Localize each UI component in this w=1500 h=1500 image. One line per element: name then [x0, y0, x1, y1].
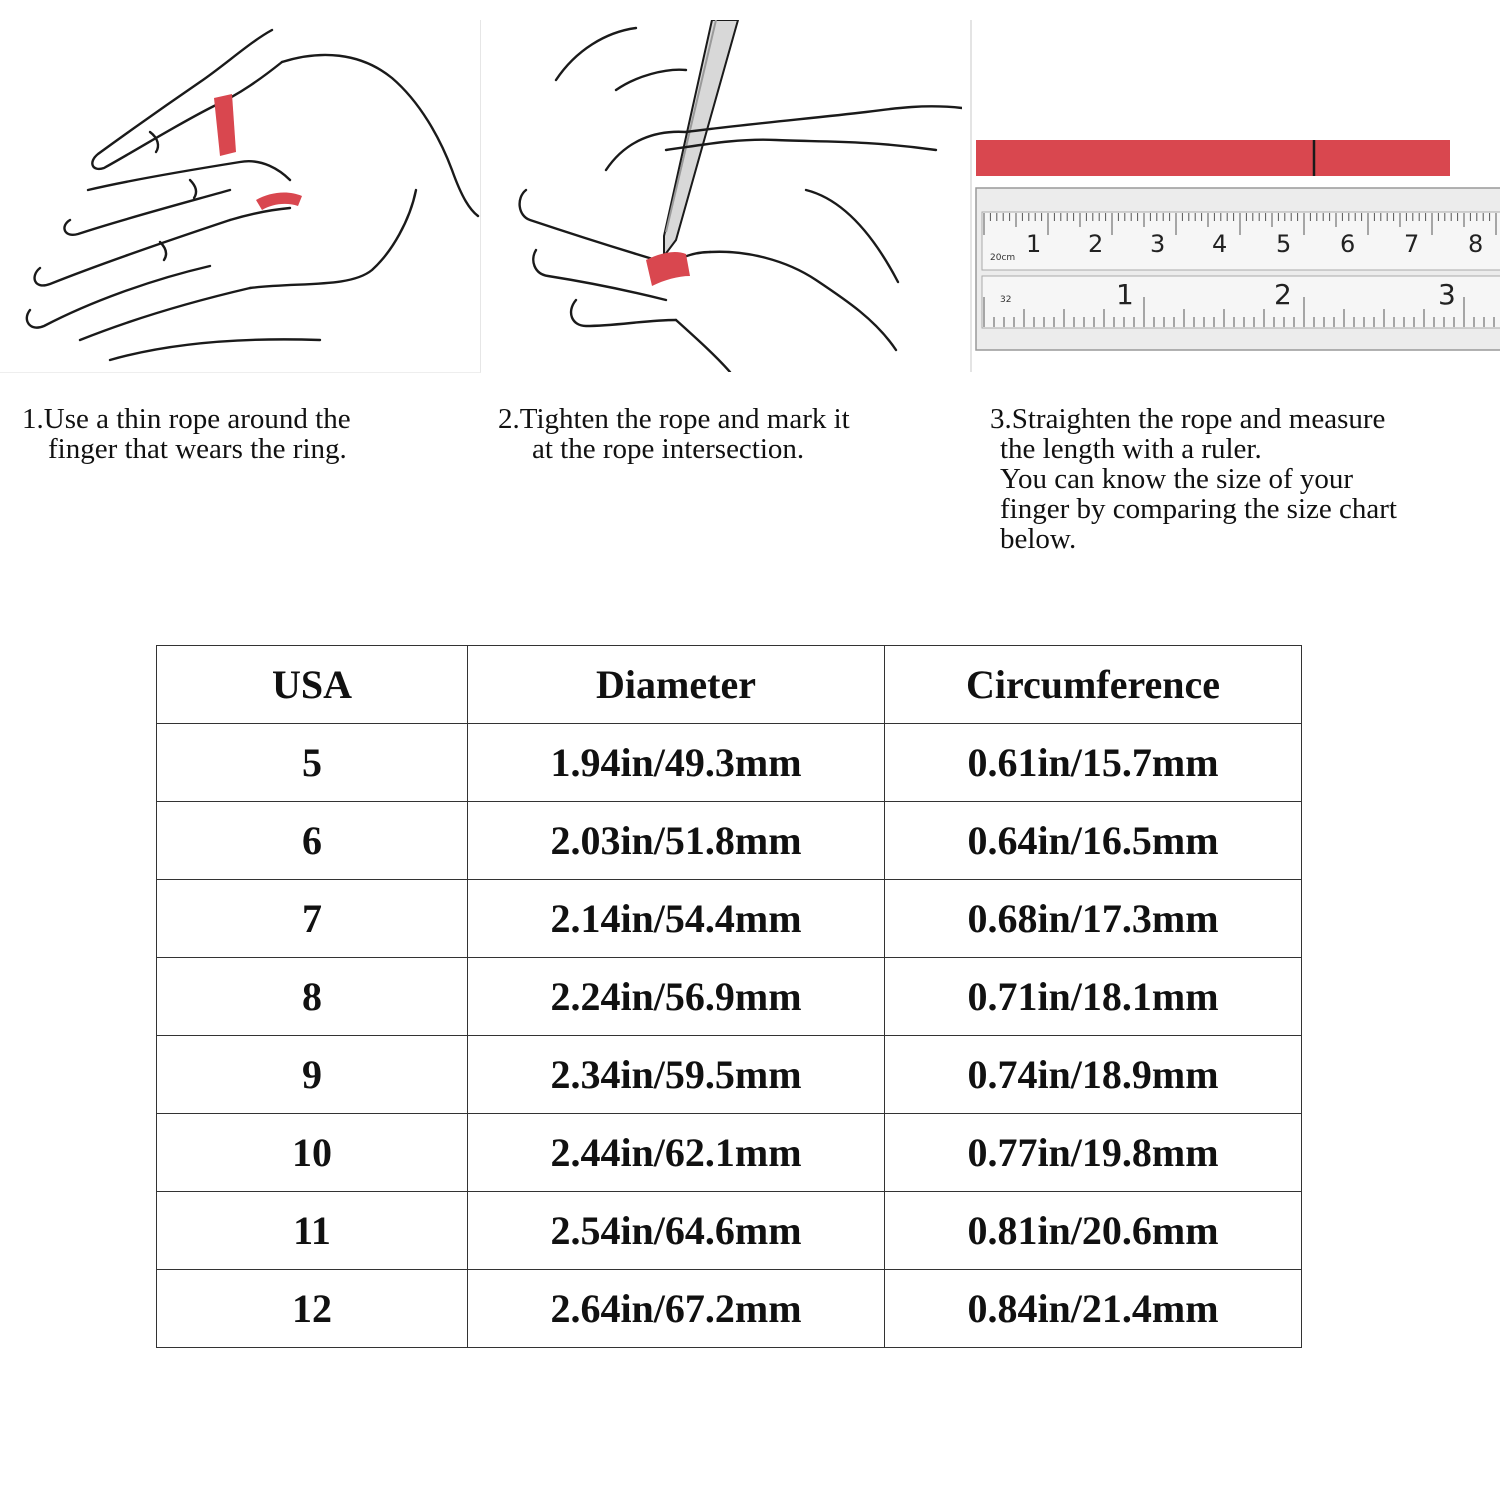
table-row — [157, 724, 1302, 802]
step3-line2: the length with a ruler. — [1000, 433, 1262, 465]
header-usa: USA — [157, 646, 468, 724]
circumference-cell: 0.77in/19.8mm — [885, 1114, 1302, 1192]
circumference-cell: 0.64in/16.5mm — [885, 802, 1302, 880]
diameter-cell: 2.34in/59.5mm — [468, 1036, 885, 1114]
table-header-row — [157, 646, 1302, 724]
inch-label: 1 — [1116, 278, 1134, 311]
cm-label: 8 — [1468, 230, 1484, 258]
step1-line2: finger that wears the ring. — [48, 433, 347, 465]
step1-illustration — [0, 20, 481, 373]
cm-label: 4 — [1212, 230, 1228, 258]
diameter-cell: 2.24in/56.9mm — [468, 958, 885, 1036]
table-row — [157, 958, 1302, 1036]
size-cell: 8 — [157, 958, 468, 1036]
table-row — [157, 880, 1302, 958]
inch-label: 2 — [1274, 278, 1292, 311]
step1-caption — [22, 404, 351, 464]
size-cell: 9 — [157, 1036, 468, 1114]
cm-label: 6 — [1340, 230, 1356, 258]
inch-unit-label: 32 — [1000, 295, 1012, 305]
size-cell: 12 — [157, 1270, 468, 1348]
size-cell: 5 — [157, 724, 468, 802]
circumference-cell: 0.68in/17.3mm — [885, 880, 1302, 958]
cm-label: 5 — [1276, 230, 1292, 258]
step3-line1: 3.Straighten the rope and measure — [990, 403, 1386, 435]
step2-caption — [498, 404, 850, 464]
table-row — [157, 1114, 1302, 1192]
table-row — [157, 1192, 1302, 1270]
size-cell: 7 — [157, 880, 468, 958]
hand-pen-icon — [516, 20, 962, 372]
table-row — [157, 1270, 1302, 1348]
step3-illustration — [970, 20, 1500, 372]
size-cell: 11 — [157, 1192, 468, 1270]
cm-label: 1 — [1026, 230, 1042, 258]
hand-rope-icon — [0, 20, 480, 372]
diameter-cell: 2.14in/54.4mm — [468, 880, 885, 958]
diameter-cell: 2.64in/67.2mm — [468, 1270, 885, 1348]
step3-caption — [990, 404, 1397, 554]
header-circumference: Circumference — [885, 646, 1302, 724]
header-diameter: Diameter — [468, 646, 885, 724]
diameter-cell: 2.54in/64.6mm — [468, 1192, 885, 1270]
rope-strip — [976, 140, 1450, 176]
ring-size-table — [156, 645, 1302, 1348]
size-cell: 10 — [157, 1114, 468, 1192]
cm-label: 2 — [1088, 230, 1104, 258]
cm-label: 7 — [1404, 230, 1420, 258]
step3-line4: finger by comparing the size chart — [1000, 493, 1397, 525]
inch-label: 3 — [1438, 278, 1456, 311]
step2-line1: 2.Tighten the rope and mark it — [498, 403, 850, 435]
step3-line3: You can know the size of your — [1000, 463, 1354, 495]
cm-label: 3 — [1150, 230, 1166, 258]
diameter-cell: 2.44in/62.1mm — [468, 1114, 885, 1192]
ruler-icon — [972, 20, 1500, 372]
size-cell: 6 — [157, 802, 468, 880]
step1-line1: 1.Use a thin rope around the — [22, 403, 351, 435]
table-row — [157, 802, 1302, 880]
cm-unit-label: 20cm — [990, 253, 1016, 263]
table-row — [157, 1036, 1302, 1114]
step3-line5: below. — [1000, 523, 1077, 555]
step2-illustration — [516, 20, 962, 372]
diameter-cell: 1.94in/49.3mm — [468, 724, 885, 802]
circumference-cell: 0.61in/15.7mm — [885, 724, 1302, 802]
circumference-cell: 0.71in/18.1mm — [885, 958, 1302, 1036]
circumference-cell: 0.84in/21.4mm — [885, 1270, 1302, 1348]
diameter-cell: 2.03in/51.8mm — [468, 802, 885, 880]
circumference-cell: 0.74in/18.9mm — [885, 1036, 1302, 1114]
step2-line2: at the rope intersection. — [532, 433, 805, 465]
circumference-cell: 0.81in/20.6mm — [885, 1192, 1302, 1270]
